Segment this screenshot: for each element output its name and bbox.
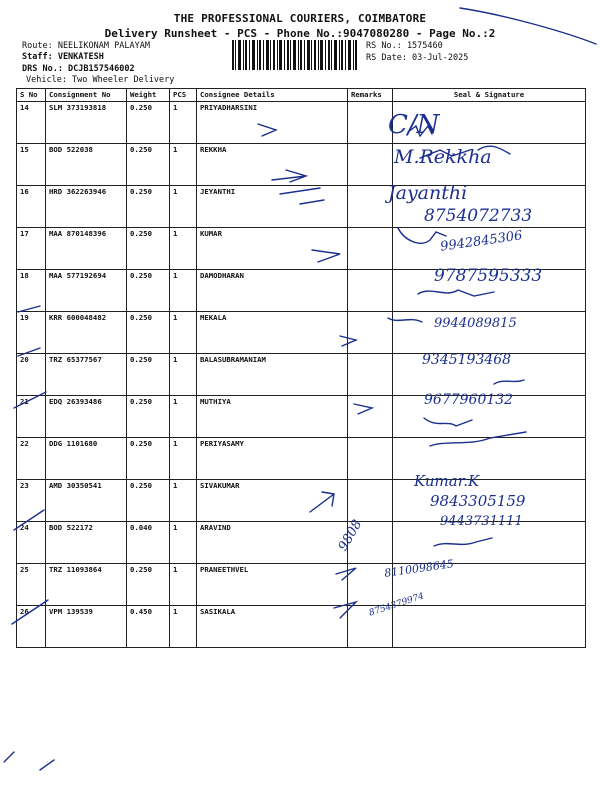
consignment-cell: KRR 600048482 [46,312,127,354]
consignment-cell: AMD 30350541 [46,480,127,522]
remarks-cell [348,438,393,480]
weight-cell: 0.250 [127,564,170,606]
col-weight: Weight [127,89,170,102]
pcs-cell: 1 [170,396,197,438]
pcs-cell: 1 [170,438,197,480]
handwriting-row14: C/N [388,110,440,140]
remarks-cell [348,228,393,270]
sno-cell: 22 [17,438,46,480]
weight-cell: 0.250 [127,354,170,396]
sno-cell: 15 [17,144,46,186]
pcs-cell: 1 [170,144,197,186]
table-row [17,438,586,480]
sno-cell: 26 [17,606,46,648]
weight-cell: 0.250 [127,438,170,480]
drs-number: DRS No.: DCJB157546002 [22,64,135,74]
col-consignee: Consignee Details [197,89,348,102]
sno-cell: 18 [17,270,46,312]
consignment-cell: TRZ 65377567 [46,354,127,396]
weight-cell: 0.250 [127,480,170,522]
weight-cell: 0.450 [127,606,170,648]
weight-cell: 0.250 [127,270,170,312]
col-pcs: PCS [170,89,197,102]
weight-cell: 0.040 [127,522,170,564]
handwriting-row15: M.Rekkha [394,146,492,168]
consignee-cell: REKKHA [197,144,348,186]
consignee-cell: ARAVIND [197,522,348,564]
table-header-row [17,89,586,102]
sno-cell: 19 [17,312,46,354]
pcs-cell: 1 [170,228,197,270]
handwriting-row21: 9677960132 [424,392,514,408]
sno-cell: 21 [17,396,46,438]
consignment-cell: VPM 139539 [46,606,127,648]
consignment-cell: BOD 522038 [46,144,127,186]
consignee-cell: SASIKALA [197,606,348,648]
barcode [232,40,357,70]
consignee-cell: SIVAKUMAR [197,480,348,522]
consignee-cell: BALASUBRAMANIAM [197,354,348,396]
runsheet-table [16,88,586,648]
col-consignment: Consignment No [46,89,127,102]
consignment-cell: SLM 373193818 [46,102,127,144]
sno-cell: 16 [17,186,46,228]
weight-cell: 0.250 [127,102,170,144]
weight-cell: 0.250 [127,186,170,228]
consignment-cell: EDQ 26393486 [46,396,127,438]
handwriting-row23-name: Kumar.K [414,472,480,490]
remarks-cell [348,354,393,396]
sno-cell: 20 [17,354,46,396]
remarks-cell [348,102,393,144]
staff-label: Staff: VENKATESH [22,52,104,62]
col-sno: S No [17,89,46,102]
pcs-cell: 1 [170,186,197,228]
consignee-cell: PRANEETHVEL [197,564,348,606]
company-title: THE PROFESSIONAL COURIERS, COIMBATORE [173,12,427,25]
consignee-cell: PRIYADHARSINI [197,102,348,144]
col-signature: Seal & Signature [393,89,586,102]
sno-cell: 17 [17,228,46,270]
handwriting-row26: 8754379974 [367,591,426,619]
consignee-cell: JEYANTHI [197,186,348,228]
runsheet-subtitle: Delivery Runsheet - PCS - Phone No.:9047080280 - Page No.:2 [104,27,496,40]
col-remarks: Remarks [348,89,393,102]
table-row [17,144,586,186]
remarks-cell [348,312,393,354]
handwriting-row20: 9345193468 [422,352,512,368]
consignee-cell: PERIYASAMY [197,438,348,480]
route-label: Route: NEELIKONAM PALAYAM [22,41,150,51]
signature-cell [393,606,586,648]
rs-date: RS Date: 03-Jul-2025 [366,53,469,63]
handwriting-row16-phone: 8754072733 [424,206,533,226]
weight-cell: 0.250 [127,144,170,186]
remarks-cell [348,480,393,522]
sno-cell: 25 [17,564,46,606]
handwriting-row24-side: 9808 [335,517,366,554]
sno-cell: 24 [17,522,46,564]
table-row [17,564,586,606]
handwriting-row19: 9944089815 [434,316,517,331]
pcs-cell: 1 [170,480,197,522]
pcs-cell: 1 [170,270,197,312]
consignment-cell: DDG 1101680 [46,438,127,480]
consignee-cell: KUMAR [197,228,348,270]
remarks-cell [348,186,393,228]
table-row [17,606,586,648]
remarks-cell [348,396,393,438]
pcs-cell: 1 [170,606,197,648]
pcs-cell: 1 [170,564,197,606]
remarks-cell [348,144,393,186]
consignment-cell: MAA 870148396 [46,228,127,270]
consignment-cell: MAA 577192694 [46,270,127,312]
sno-cell: 14 [17,102,46,144]
pcs-cell: 1 [170,312,197,354]
vehicle-label: Vehicle: Two Wheeler Delivery [26,75,175,85]
pcs-cell: 1 [170,354,197,396]
handwriting-row18: 9787595333 [434,266,543,286]
handwriting-row24: 9443731111 [440,514,523,529]
weight-cell: 0.250 [127,312,170,354]
weight-cell: 0.250 [127,228,170,270]
sno-cell: 23 [17,480,46,522]
consignee-cell: MUTHIYA [197,396,348,438]
pcs-cell: 1 [170,522,197,564]
rs-number: RS No.: 1575460 [366,41,443,51]
consignee-cell: MEKALA [197,312,348,354]
table-row [17,102,586,144]
remarks-cell [348,270,393,312]
consignment-cell: HRD 362263946 [46,186,127,228]
consignee-cell: DAMODHARAN [197,270,348,312]
pcs-cell: 1 [170,102,197,144]
weight-cell: 0.250 [127,396,170,438]
handwriting-row17: 9942845306 [439,228,524,255]
handwriting-row25: 8110098645 [383,557,455,580]
consignment-cell: TRZ 11093864 [46,564,127,606]
handwriting-row16-name: Jayanthi [388,182,468,204]
handwriting-row23-phone: 9843305159 [430,492,526,510]
consignment-cell: BOD 522172 [46,522,127,564]
